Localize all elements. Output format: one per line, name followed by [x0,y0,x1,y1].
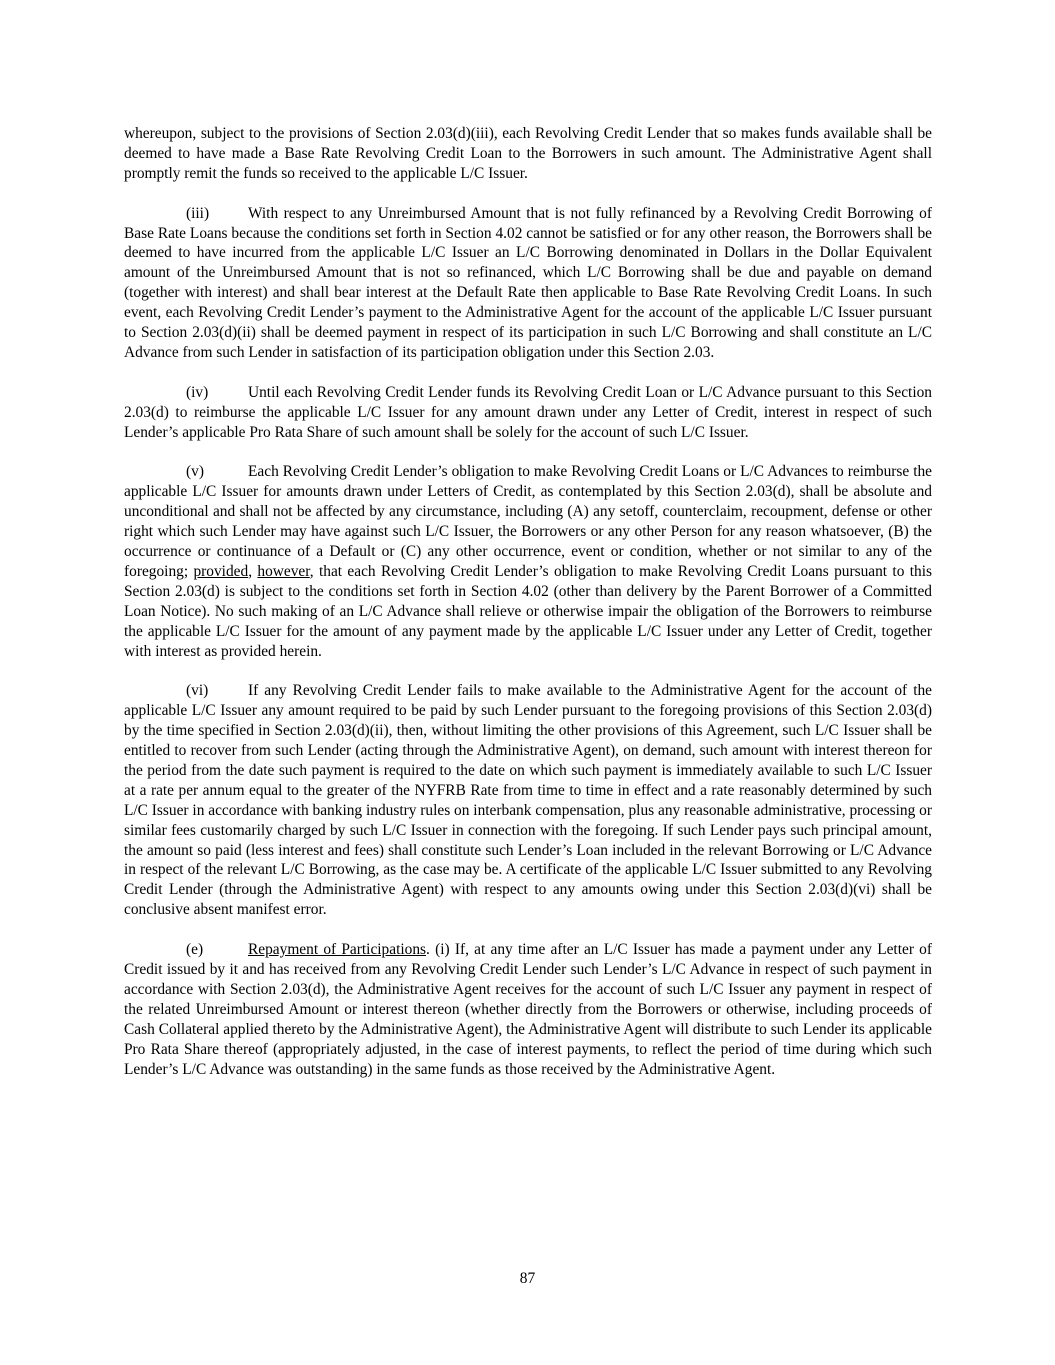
paragraph-v [124,462,932,661]
comma: , [248,562,258,580]
paragraph-text: . (i) If, at any time after an L/C Issuer has made a payment under any Letter of Credit issued by it and has received from any Revolving Credit Lender such Lender’s L/C Advance in respect of such payment in accordance with Section 2.03(d), the Administrative Agent receives for the account of such L/C Issuer any payment in respect of the related Unreimbursed Amount or interest thereon (whether directly from the Borrowers or otherwise, including proceeds of Cash Collateral applied thereto by the Administrative Agent), the Administrative Agent will distribute to such Lender its applicable Pro Rata Share thereof (appropriately adjusted, in the case of interest payments, to reflect the period of time during which such Lender’s L/C Advance was outstanding) in the same funds as those received by the Administrative Agent. [124,941,932,1078]
section-heading: Repayment of Participations [248,941,427,959]
paragraph-e [124,940,932,1079]
paragraph-label: (iii) [186,204,210,222]
paragraph-text: Until each Revolving Credit Lender funds its Revolving Credit Loan or L/C Advance pursuant to this Section 2.03(d) to reimburse the applicable L/C Issuer for any amount drawn under any Letter of Credit, interest in respect of such Lender’s applicable Pro Rata Share of such amount shall be solely for the account of such L/C Issuer. [124,383,932,441]
paragraph-text-after: , that each Revolving Credit Lender’s obligation to make Revolving Credit Loans pursuant to this Section 2.03(d) is subject to the conditions set forth in Section 4.02 (other than delivery by the Parent Borrower of a Committed Loan Notice). No such making of an L/C Advance shall relieve or otherwise impair the obligation of the Borrowers to reimburse the applicable L/C Issuer for the amount of any payment made by the applicable L/C Issuer under any Letter of Credit, together with interest as provided herein. [124,562,932,660]
paragraph-vi [124,681,932,920]
paragraph-label: (e) [186,941,204,959]
paragraph-iv [124,383,932,443]
paragraph-label: (v) [186,463,204,481]
paragraph-iii [124,204,932,363]
continuation-paragraph [124,124,932,184]
document-body [124,124,932,1099]
continuation-text: whereupon, subject to the provisions of Section 2.03(d)(iii), each Revolving Credit Lender that so makes funds available shall be deemed to have made a Base Rate Revolving Credit Loan to the Borrowers in such amount. The Administrative Agent shall promptly remit the funds so received to the applicable L/C Issuer. [124,125,932,182]
however-term: however [257,562,310,580]
provided-term: provided [193,562,249,580]
paragraph-text-before: Each Revolving Credit Lender’s obligation to make Revolving Credit Loans or L/C Advances to reimburse the applicable L/C Issuer for amounts drawn under Letters of Credit, as contemplated by this Section 2.03(d), shall be absolute and unconditional and shall not be affected by any circumstance, including (A) any setoff, counterclaim, recoupment, defense or other right which such Lender may have against such L/C Issuer, the Borrowers or any other Person for any reason whatsoever, (B) the occurrence or continuance of a Default or (C) any other occurrence, event or condition, whether or not similar to any of the foregoing; [124,463,932,580]
paragraph-text: With respect to any Unreimbursed Amount that is not fully refinanced by a Revolving Credit Borrowing of Base Rate Loans because the conditions set forth in Section 4.02 cannot be satisfied or for any other reason, the Borrowers shall be deemed to have incurred from the applicable L/C Issuer an L/C Borrowing denominated in Dollars in the Dollar Equivalent amount of the Unreimbursed Amount that is not so refinanced, which L/C Borrowing shall be due and payable on demand (together with interest) and shall bear interest at the Default Rate then applicable to Base Rate Revolving Credit Loans. In such event, each Revolving Credit Lender’s payment to the Administrative Agent for the account of the applicable L/C Issuer pursuant to Section 2.03(d)(ii) shall be deemed payment in respect of its participation in such L/C Borrowing and shall constitute an L/C Advance from such Lender in satisfaction of its participation obligation under this Section 2.03. [124,204,932,361]
page-number: 87 [519,1270,536,1287]
paragraph-label: (iv) [186,383,209,401]
paragraph-text: If any Revolving Credit Lender fails to make available to the Administrative Agent for the account of the applicable L/C Issuer any amount required to be paid by such Lender pursuant to the foregoing provisions of this Section 2.03(d) by the time specified in Section 2.03(d)(ii), then, without limiting the other provisions of this Agreement, such L/C Issuer shall be entitled to recover from such Lender (acting through the Administrative Agent), on demand, such amount with interest thereon for the period from the date such payment is required to the date on which such payment is immediately available to such L/C Issuer at a rate per annum equal to the greater of the NYFRB Rate from time to time in effect and a rate reasonably determined by such L/C Issuer in accordance with banking industry rules on interbank compensation, plus any reasonable administrative, processing or similar fees customarily charged by such L/C Issuer in connection with the foregoing. If such Lender pays such principal amount, the amount so paid (less interest and fees) shall constitute such Lender’s Loan included in the relevant Borrowing or L/C Advance in respect of the relevant L/C Borrowing, as the case may be. A certificate of the applicable L/C Issuer submitted to any Revolving Credit Lender (through the Administrative Agent) with respect to any amounts owing under this Section 2.03(d)(vi) shall be conclusive absent manifest error. [124,682,932,919]
paragraph-label: (vi) [186,682,209,700]
